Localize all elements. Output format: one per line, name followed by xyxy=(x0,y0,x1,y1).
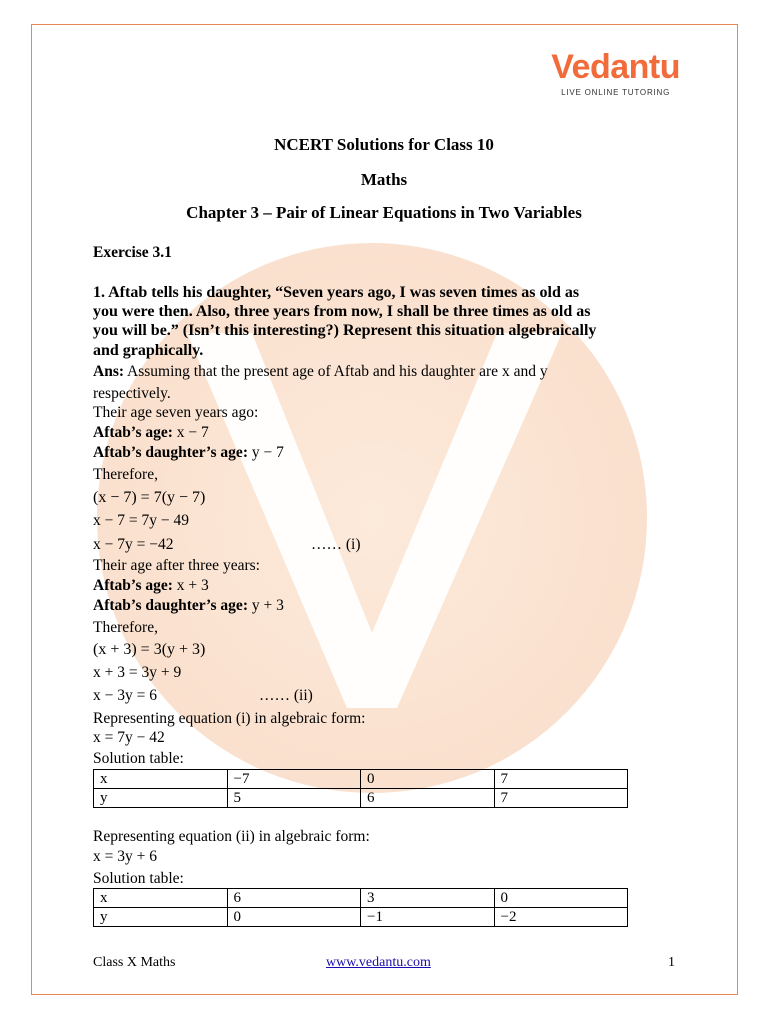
subject-title: Maths xyxy=(360,170,408,189)
equation-1-tag: …… (i) xyxy=(311,536,361,553)
representing-eq-1: Representing equation (i) in algebraic form: xyxy=(93,710,366,727)
table-row xyxy=(94,789,628,808)
therefore-2: Therefore, xyxy=(93,619,158,636)
table-row xyxy=(94,889,628,908)
answer-intro xyxy=(93,362,548,382)
equation-2b: x + 3 = 3y + 9 xyxy=(93,664,182,681)
footer-website-link[interactable]: www.vedantu.com xyxy=(326,955,431,970)
equation-1a: (x − 7) = 7(y − 7) xyxy=(93,489,206,506)
aftab-age-future xyxy=(93,576,209,596)
footer-page-number: 1 xyxy=(668,955,675,970)
aftab-age-label: Aftab’s age: xyxy=(93,424,173,441)
algebraic-form-2: x = 3y + 6 xyxy=(93,848,157,865)
solution-table-label-1: Solution table: xyxy=(93,750,184,767)
equation-1c: x − 7y = −42 xyxy=(93,536,174,553)
equation-2a: (x + 3) = 3(y + 3) xyxy=(93,641,206,658)
table-cell: y xyxy=(94,789,228,808)
chapter-title: Chapter 3 – Pair of Linear Equations in Two Variables xyxy=(186,203,582,222)
daughter-age-future-expr: y + 3 xyxy=(247,597,284,614)
equation-2-tag: …… (ii) xyxy=(259,687,313,704)
answer-respectively: respectively. xyxy=(93,385,171,402)
aftab-age-past-expr: x − 7 xyxy=(172,424,209,441)
table-cell: y xyxy=(94,908,228,927)
daughter-age-past xyxy=(93,443,284,463)
equation-1b: x − 7 = 7y − 49 xyxy=(93,512,189,529)
question-line-1: 1. Aftab tells his daughter, “Seven years ago, I was seven times as old as xyxy=(93,284,580,301)
exercise-heading: Exercise 3.1 xyxy=(93,244,172,261)
table-cell: 6 xyxy=(227,889,361,908)
vedantu-logo[interactable] xyxy=(551,50,680,97)
footer-class-label: Class X Maths xyxy=(93,955,176,970)
table-cell: 0 xyxy=(361,770,495,789)
table-cell: 6 xyxy=(361,789,495,808)
table-row xyxy=(94,908,628,927)
logo-wordmark: Vedantu xyxy=(551,48,680,86)
logo-tagline: LIVE ONLINE TUTORING xyxy=(561,88,671,97)
table-cell: 0 xyxy=(494,889,628,908)
table-row xyxy=(94,770,628,789)
solution-table-2 xyxy=(93,888,628,927)
question-line-4: and graphically. xyxy=(93,342,204,359)
question-line-2: you were then. Also, three years from now, I shall be three times as old as xyxy=(93,303,591,320)
solution-table-label-2: Solution table: xyxy=(93,870,184,887)
table-cell: 5 xyxy=(227,789,361,808)
daughter-age-label: Aftab’s daughter’s age: xyxy=(93,444,248,461)
seven-years-ago-heading: Their age seven years ago: xyxy=(93,404,259,421)
equation-2c: x − 3y = 6 xyxy=(93,687,157,704)
table-cell: 7 xyxy=(494,770,628,789)
document-title: NCERT Solutions for Class 10 xyxy=(274,135,494,154)
table-cell: 0 xyxy=(227,908,361,927)
solution-table-1 xyxy=(93,769,628,808)
table-cell: −2 xyxy=(494,908,628,927)
table-cell: 7 xyxy=(494,789,628,808)
daughter-age-past-expr: y − 7 xyxy=(247,444,284,461)
ans-label: Ans: xyxy=(93,363,125,380)
question-line-3: you will be.” (Isn’t this interesting?) Represent this situation algebraically xyxy=(93,322,597,339)
table-cell: −1 xyxy=(361,908,495,927)
table-cell: 3 xyxy=(361,889,495,908)
daughter-age-label-2: Aftab’s daughter’s age: xyxy=(93,597,248,614)
aftab-age-past xyxy=(93,423,209,443)
ans-text: Assuming that the present age of Aftab and his daughter are x and y xyxy=(124,363,548,380)
aftab-age-label-2: Aftab’s age: xyxy=(93,577,173,594)
aftab-age-future-expr: x + 3 xyxy=(172,577,209,594)
daughter-age-future xyxy=(93,596,284,616)
three-years-after-heading: Their age after three years: xyxy=(93,557,260,574)
table-cell: x xyxy=(94,770,228,789)
algebraic-form-1: x = 7y − 42 xyxy=(93,729,165,746)
table-cell: x xyxy=(94,889,228,908)
representing-eq-2: Representing equation (ii) in algebraic form: xyxy=(93,828,370,845)
table-cell: −7 xyxy=(227,770,361,789)
therefore-1: Therefore, xyxy=(93,466,158,483)
